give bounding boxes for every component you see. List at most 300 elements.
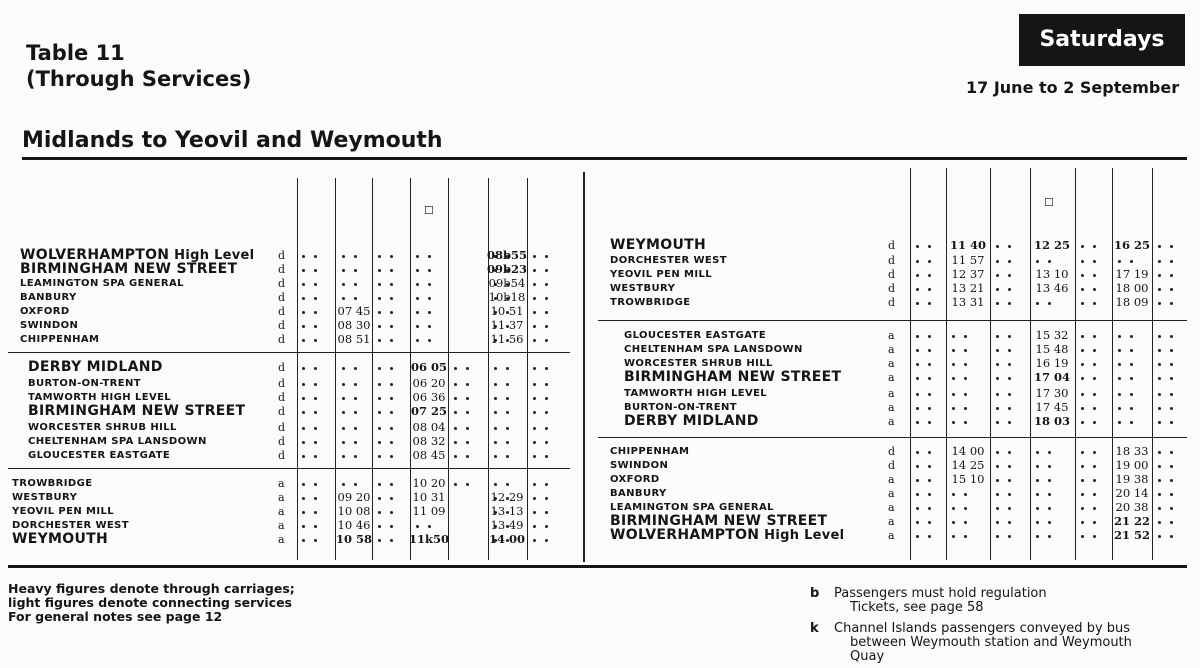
- empty-cell-dots: [414, 260, 442, 273]
- empty-cell-dots: [1156, 236, 1184, 249]
- station-label: YEOVIL PEN MILL: [610, 269, 713, 280]
- dot-leader: [1081, 507, 1084, 510]
- note-line: light figures denote connecting services: [8, 595, 292, 610]
- arr-dep-marker: d: [278, 377, 286, 390]
- dot-leader: [916, 302, 919, 305]
- dot-leader: [378, 397, 381, 400]
- station-label: TROWBRIDGE: [610, 297, 691, 308]
- dot-leader: [996, 335, 999, 338]
- dot-leader: [1093, 302, 1096, 305]
- empty-cell-dots: [300, 260, 328, 273]
- group-rule: [8, 352, 570, 353]
- dot-leader: [506, 411, 509, 414]
- station-name: [28, 403, 245, 419]
- dot-leader: [378, 269, 381, 272]
- empty-cell-dots: [950, 326, 978, 339]
- dot-leader: [390, 441, 393, 444]
- dot-leader: [1008, 479, 1011, 482]
- dot-leader: [928, 535, 931, 538]
- dot-leader: [533, 397, 536, 400]
- dot-leader: [952, 535, 955, 538]
- dot-leader: [533, 455, 536, 458]
- dot-leader: [545, 497, 548, 500]
- arr-dep-marker: a: [888, 401, 895, 414]
- arr-dep-marker: a: [888, 515, 895, 528]
- dot-leader: [1158, 521, 1161, 524]
- dot-leader: [506, 455, 509, 458]
- empty-cell-dots: [300, 502, 328, 515]
- empty-cell-dots: [994, 384, 1022, 397]
- empty-cell-dots: [414, 516, 442, 529]
- dot-leader: [1093, 479, 1096, 482]
- arr-dep-marker: d: [888, 459, 896, 472]
- empty-cell-dots: [1156, 279, 1184, 292]
- empty-cell-dots: [1156, 412, 1184, 425]
- dot-leader: [378, 427, 381, 430]
- time-cell: 19 38: [1115, 472, 1149, 486]
- dot-leader: [506, 383, 509, 386]
- time-cell: 12 29: [490, 490, 524, 504]
- dot-leader: [952, 393, 955, 396]
- dot-leader: [952, 363, 955, 366]
- dot-leader: [928, 302, 931, 305]
- dot-leader: [533, 539, 536, 542]
- empty-cell-dots: [300, 358, 328, 371]
- dot-leader: [454, 397, 457, 400]
- dot-leader: [1081, 393, 1084, 396]
- empty-cell-dots: [1116, 354, 1144, 367]
- station-name: [12, 492, 77, 503]
- dot-leader: [1170, 407, 1173, 410]
- station-name: [610, 297, 690, 308]
- dot-leader: [390, 311, 393, 314]
- arr-dep-marker: d: [278, 319, 286, 332]
- dot-leader: [1118, 335, 1121, 338]
- empty-cell-dots: [376, 274, 404, 287]
- empty-cell-dots: [994, 293, 1022, 306]
- station-label: WOLVERHAMPTON: [610, 527, 760, 543]
- time-cell: 11 09: [412, 504, 446, 518]
- station-label: CHIPPENHAM: [610, 446, 690, 457]
- dot-leader: [428, 283, 431, 286]
- station-label: WORCESTER SHRUB HILL: [624, 358, 773, 369]
- time-cell: 08 51: [337, 332, 371, 346]
- dot-leader: [1170, 363, 1173, 366]
- empty-cell-dots: [914, 326, 942, 339]
- dot-leader: [1118, 349, 1121, 352]
- time-cell: 13 13: [490, 504, 524, 518]
- arr-dep-marker: a: [888, 473, 895, 486]
- dot-leader: [928, 479, 931, 482]
- dot-leader: [928, 245, 931, 248]
- dot-leader: [378, 539, 381, 542]
- dot-leader: [1130, 407, 1133, 410]
- station-name: [12, 506, 114, 517]
- time-cell: 13 49: [490, 518, 524, 532]
- empty-cell-dots: [300, 374, 328, 387]
- dot-leader: [1093, 393, 1096, 396]
- dot-leader: [314, 283, 317, 286]
- time-cell: 18 03: [1033, 414, 1070, 428]
- empty-cell-dots: [531, 432, 559, 445]
- dot-leader: [314, 367, 317, 370]
- dot-leader: [390, 283, 393, 286]
- dot-leader: [390, 427, 393, 430]
- dot-leader: [996, 465, 999, 468]
- dot-leader: [916, 493, 919, 496]
- empty-cell-dots: [914, 456, 942, 469]
- station-label: TAMWORTH HIGH LEVEL: [28, 392, 172, 403]
- station-label: CHELTENHAM SPA LANSDOWN: [28, 436, 207, 447]
- dot-leader: [533, 383, 536, 386]
- panel-divider: [583, 172, 585, 562]
- empty-cell-dots: [492, 474, 520, 487]
- dot-leader: [996, 521, 999, 524]
- empty-cell-dots: [950, 340, 978, 353]
- empty-cell-dots: [376, 358, 404, 371]
- empty-cell-dots: [950, 412, 978, 425]
- dot-leader: [1081, 493, 1084, 496]
- dot-leader: [916, 335, 919, 338]
- empty-cell-dots: [492, 374, 520, 387]
- empty-cell-dots: [300, 402, 328, 415]
- station-name: [20, 334, 99, 345]
- dot-leader: [964, 407, 967, 410]
- dot-leader: [964, 493, 967, 496]
- dot-leader: [1036, 479, 1039, 482]
- time-cell: 18 00: [1115, 281, 1149, 295]
- station-suffix: High Level: [169, 248, 255, 263]
- footnote-b: [810, 587, 1047, 615]
- empty-cell-dots: [340, 246, 368, 259]
- dot-leader: [390, 539, 393, 542]
- dot-leader: [916, 245, 919, 248]
- empty-cell-dots: [531, 260, 559, 273]
- arr-dep-marker: d: [278, 333, 286, 346]
- dot-leader: [314, 339, 317, 342]
- dot-leader: [952, 349, 955, 352]
- dot-leader: [1170, 274, 1173, 277]
- time-cell: 09 20: [337, 490, 371, 504]
- dot-leader: [916, 507, 919, 510]
- empty-cell-dots: [1079, 484, 1107, 497]
- time-cell: 13 10: [1035, 267, 1069, 281]
- dot-leader: [1158, 363, 1161, 366]
- empty-cell-dots: [376, 502, 404, 515]
- empty-cell-dots: [1034, 512, 1062, 525]
- empty-cell-dots: [300, 530, 328, 543]
- arr-dep-marker: a: [888, 415, 895, 428]
- arr-dep-marker: a: [888, 329, 895, 342]
- time-cell: 20 14: [1115, 486, 1149, 500]
- dot-leader: [378, 367, 381, 370]
- time-cell: 06 05: [410, 360, 447, 374]
- empty-cell-dots: [531, 302, 559, 315]
- dot-leader: [1158, 507, 1161, 510]
- column-rule: [1030, 168, 1031, 560]
- empty-cell-dots: [994, 265, 1022, 278]
- time-cell: 17 45: [1035, 400, 1069, 414]
- station-label: GLOUCESTER EASTGATE: [624, 330, 767, 341]
- empty-cell-dots: [531, 502, 559, 515]
- dot-leader: [302, 441, 305, 444]
- dot-leader: [302, 339, 305, 342]
- empty-cell-dots: [300, 474, 328, 487]
- table-title: [26, 40, 251, 92]
- date-range: 17 June to 2 September: [966, 78, 1180, 97]
- empty-cell-dots: [340, 474, 368, 487]
- dot-leader: [996, 493, 999, 496]
- dot-leader: [1130, 260, 1133, 263]
- dot-leader: [342, 397, 345, 400]
- empty-cell-dots: [531, 446, 559, 459]
- dot-leader: [494, 383, 497, 386]
- station-name: [610, 237, 706, 253]
- station-name: [610, 527, 844, 543]
- empty-cell-dots: [300, 488, 328, 501]
- dot-leader: [1048, 451, 1051, 454]
- dot-leader: [952, 521, 955, 524]
- station-label: TAMWORTH HIGH LEVEL: [624, 388, 768, 399]
- footnote-line: Passengers must hold regulation: [834, 586, 1047, 601]
- dot-leader: [1170, 451, 1173, 454]
- time-cell: 11 37: [490, 318, 524, 332]
- empty-cell-dots: [1079, 470, 1107, 483]
- station-name: [610, 488, 667, 499]
- empty-cell-dots: [950, 498, 978, 511]
- station-name: [624, 369, 841, 385]
- dot-leader: [378, 511, 381, 514]
- group-rule: [598, 320, 1187, 321]
- empty-cell-dots: [1079, 293, 1107, 306]
- arr-dep-marker: d: [278, 391, 286, 404]
- dot-leader: [1081, 521, 1084, 524]
- dot-leader: [428, 255, 431, 258]
- dot-leader: [354, 397, 357, 400]
- dot-leader: [466, 383, 469, 386]
- empty-cell-dots: [452, 388, 480, 401]
- empty-cell-dots: [1034, 470, 1062, 483]
- station-name: [20, 278, 184, 289]
- dot-leader: [1081, 421, 1084, 424]
- dot-leader: [1081, 335, 1084, 338]
- dot-leader: [390, 269, 393, 272]
- arr-dep-marker: d: [278, 449, 286, 462]
- dot-leader: [952, 507, 955, 510]
- empty-cell-dots: [340, 446, 368, 459]
- dot-leader: [1158, 245, 1161, 248]
- dot-leader: [1081, 535, 1084, 538]
- station-name: [12, 531, 108, 547]
- station-label: LEAMINGTON SPA GENERAL: [610, 502, 774, 513]
- dot-leader: [533, 525, 536, 528]
- dot-leader: [952, 493, 955, 496]
- time-cell: 11 56: [490, 332, 524, 346]
- empty-cell-dots: [531, 488, 559, 501]
- empty-cell-dots: [1156, 484, 1184, 497]
- dot-leader: [378, 255, 381, 258]
- dot-leader: [506, 397, 509, 400]
- station-name: [624, 344, 803, 355]
- dot-leader: [416, 255, 419, 258]
- dot-leader: [996, 349, 999, 352]
- dot-leader: [314, 497, 317, 500]
- column-rule: [946, 168, 947, 560]
- dot-leader: [1118, 421, 1121, 424]
- time-cell: 21 52: [1113, 528, 1150, 542]
- dot-leader: [314, 483, 317, 486]
- dot-leader: [378, 455, 381, 458]
- time-cell: 12 37: [951, 267, 985, 281]
- dot-leader: [964, 507, 967, 510]
- dot-leader: [416, 269, 419, 272]
- time-cell: 13 21: [951, 281, 985, 295]
- empty-cell-dots: [914, 412, 942, 425]
- time-cell: 12 25: [1033, 238, 1070, 252]
- route-title: Midlands to Yeovil and Weymouth: [22, 128, 443, 153]
- dot-leader: [1008, 507, 1011, 510]
- column-rule: [990, 168, 991, 560]
- dot-leader: [928, 335, 931, 338]
- dot-leader: [1158, 451, 1161, 454]
- footnote-key-k: k: [810, 621, 819, 636]
- dot-leader: [964, 377, 967, 380]
- empty-cell-dots: [1079, 498, 1107, 511]
- dot-leader: [1081, 363, 1084, 366]
- time-cell: 18 09: [1115, 295, 1149, 309]
- dot-leader: [1130, 363, 1133, 366]
- dot-leader: [342, 383, 345, 386]
- dot-leader: [1118, 260, 1121, 263]
- dot-leader: [1081, 451, 1084, 454]
- dot-leader: [314, 511, 317, 514]
- arr-dep-marker: d: [278, 361, 286, 374]
- dot-leader: [428, 525, 431, 528]
- station-label: WOLVERHAMPTON: [20, 247, 170, 263]
- empty-cell-dots: [452, 402, 480, 415]
- dot-leader: [314, 269, 317, 272]
- dot-leader: [1130, 377, 1133, 380]
- dot-leader: [996, 274, 999, 277]
- empty-cell-dots: [1116, 326, 1144, 339]
- time-cell: 09b23: [487, 262, 528, 276]
- empty-cell-dots: [950, 354, 978, 367]
- empty-cell-dots: [531, 288, 559, 301]
- dot-leader: [996, 421, 999, 424]
- dot-leader: [1158, 274, 1161, 277]
- dot-leader: [454, 455, 457, 458]
- time-cell: 13 31: [951, 295, 985, 309]
- dot-leader: [928, 260, 931, 263]
- empty-cell-dots: [340, 288, 368, 301]
- empty-cell-dots: [1116, 340, 1144, 353]
- dot-leader: [428, 269, 431, 272]
- dot-leader: [454, 383, 457, 386]
- empty-cell-dots: [492, 432, 520, 445]
- dot-leader: [506, 427, 509, 430]
- dot-leader: [1008, 407, 1011, 410]
- empty-cell-dots: [1034, 526, 1062, 539]
- dot-leader: [928, 377, 931, 380]
- empty-cell-dots: [914, 340, 942, 353]
- dot-leader: [1008, 521, 1011, 524]
- dot-leader: [964, 521, 967, 524]
- time-cell: 08b55: [487, 248, 528, 262]
- dot-leader: [342, 427, 345, 430]
- station-label: WEYMOUTH: [12, 531, 109, 547]
- dot-leader: [952, 421, 955, 424]
- dot-leader: [314, 441, 317, 444]
- time-cell: 16 19: [1035, 356, 1069, 370]
- empty-cell-dots: [1156, 368, 1184, 381]
- dot-leader: [314, 311, 317, 314]
- dot-leader: [494, 441, 497, 444]
- dot-leader: [1048, 507, 1051, 510]
- table-subtitle: (Through Services): [26, 67, 252, 91]
- dot-leader: [302, 455, 305, 458]
- empty-cell-dots: [376, 432, 404, 445]
- dot-leader: [1008, 260, 1011, 263]
- dot-leader: [378, 483, 381, 486]
- dot-leader: [545, 525, 548, 528]
- dot-leader: [314, 325, 317, 328]
- dot-leader: [928, 407, 931, 410]
- dot-leader: [1093, 335, 1096, 338]
- column-rule: [910, 168, 911, 560]
- dot-leader: [302, 525, 305, 528]
- dot-leader: [928, 274, 931, 277]
- dot-leader: [1130, 349, 1133, 352]
- dot-leader: [545, 297, 548, 300]
- empty-cell-dots: [414, 246, 442, 259]
- arr-dep-marker: d: [278, 405, 286, 418]
- station-name: [624, 388, 767, 399]
- time-cell: 08 45: [412, 448, 446, 462]
- dot-leader: [1081, 479, 1084, 482]
- dot-leader: [533, 497, 536, 500]
- arr-dep-marker: a: [278, 505, 285, 518]
- empty-cell-dots: [376, 330, 404, 343]
- dot-leader: [1048, 479, 1051, 482]
- empty-cell-dots: [994, 279, 1022, 292]
- station-label: WESTBURY: [12, 492, 78, 503]
- empty-cell-dots: [300, 316, 328, 329]
- dot-leader: [916, 407, 919, 410]
- dot-leader: [466, 427, 469, 430]
- empty-cell-dots: [1079, 512, 1107, 525]
- arr-dep-marker: d: [888, 268, 896, 281]
- dot-leader: [533, 283, 536, 286]
- empty-cell-dots: [531, 418, 559, 431]
- time-cell: 07 25: [410, 404, 447, 418]
- arr-dep-marker: a: [888, 487, 895, 500]
- station-label: GLOUCESTER EASTGATE: [28, 450, 171, 461]
- empty-cell-dots: [950, 398, 978, 411]
- dot-leader: [466, 483, 469, 486]
- dot-leader: [916, 451, 919, 454]
- empty-cell-dots: [300, 388, 328, 401]
- empty-cell-dots: [452, 374, 480, 387]
- dot-leader: [545, 539, 548, 542]
- empty-cell-dots: [414, 302, 442, 315]
- empty-cell-dots: [531, 246, 559, 259]
- empty-cell-dots: [1079, 398, 1107, 411]
- dot-leader: [1158, 377, 1161, 380]
- arr-dep-marker: a: [888, 357, 895, 370]
- empty-cell-dots: [452, 474, 480, 487]
- dot-leader: [390, 297, 393, 300]
- dot-leader: [1118, 393, 1121, 396]
